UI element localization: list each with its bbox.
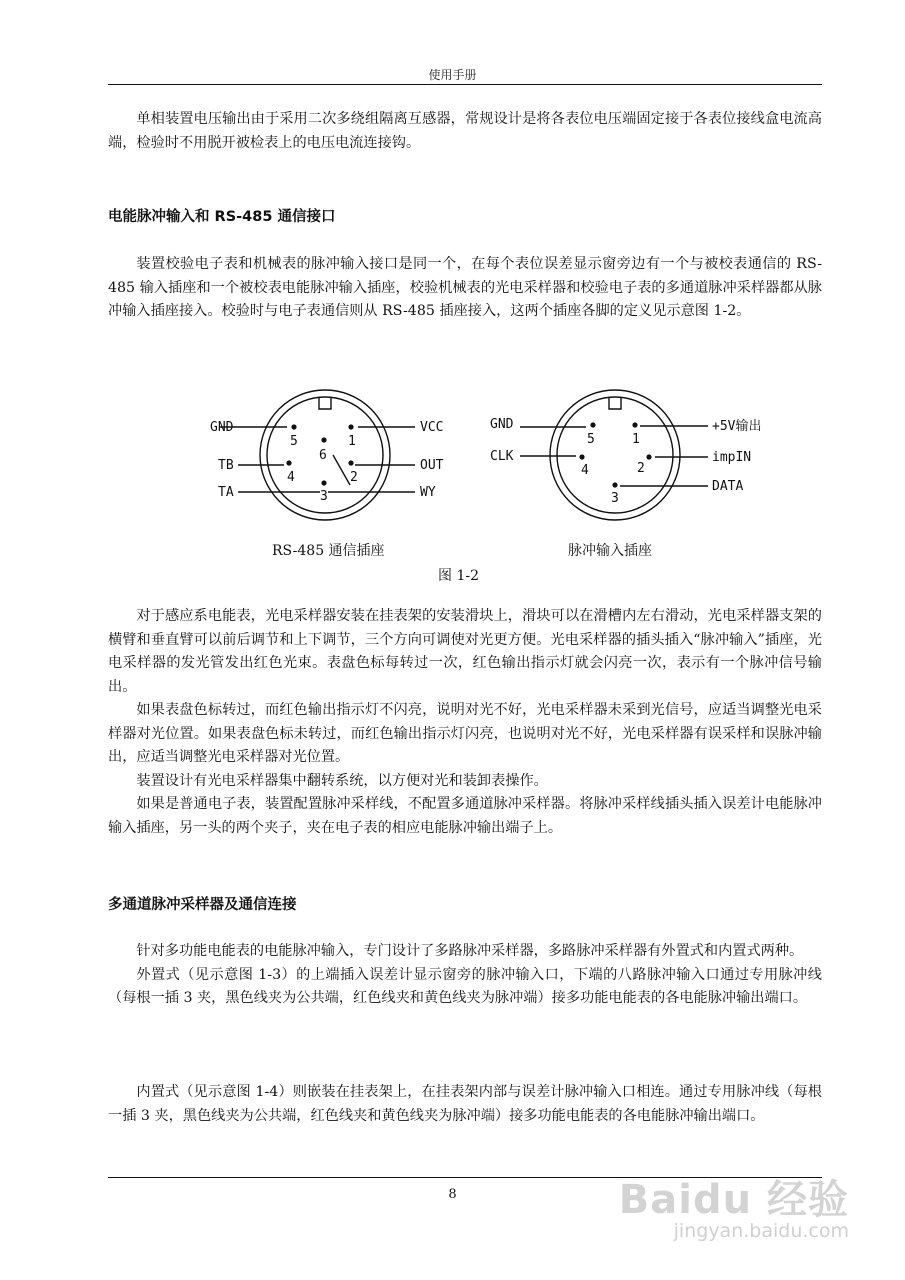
- rs485-line-6: [333, 455, 350, 485]
- paragraph: 单相装置电压输出由于采用二次多绕组隔离互感器，常规设计是将各表位电压端固定接于各表位接线盒电流高端，检验时不用脱开被检表上的电压电流连接钩。: [108, 111, 822, 151]
- watermark-logo-text: Baidu 经验: [618, 1177, 849, 1223]
- pulse-pin-numbers: [581, 432, 645, 506]
- rs485-label-vcc: VCC: [420, 420, 444, 435]
- rs485-pin-6: 6: [319, 448, 327, 463]
- section2-block: [108, 940, 822, 1011]
- pulse-label-clk: CLK: [490, 449, 514, 464]
- pulse-label-gnd: GND: [490, 417, 514, 432]
- rs485-caption: RS-485 通信插座: [272, 543, 385, 559]
- rs485-pin-dot: [348, 460, 353, 465]
- pulse-label-data: DATA: [712, 479, 744, 494]
- pulse-pin-2: 2: [637, 461, 645, 476]
- rs485-pin-dot: [291, 424, 296, 429]
- section2-last-block: [108, 1081, 822, 1128]
- pulse-label-impin: impIN: [712, 450, 752, 465]
- body2-block: [108, 605, 822, 840]
- paragraph: 内置式（见示意图 1-4）则嵌装在挂表架上，在挂表架内部与误差计脉冲输入口相连。通过专用脉冲线（每根一插 3 夹，黑色线夹为公共端，红色线夹和黄色线夹为脉冲端）接多功能电能表的各电能脉冲输出端口。: [108, 1084, 822, 1124]
- paragraph: 对于感应系电能表，光电采样器安装在挂表架的安装滑块上，滑块可以在滑槽内左右滑动，光电采样器支架的横臂和垂直臂可以前后调节和上下调节，三个方向可调使对光更方便。光电采样器的插头插入“脉冲输入”插座，光电采样器的发光管发出红色光束。表盘色标每转过一次，红色输出指示灯就会闪亮一次，表示有一个脉冲信号输出。: [108, 608, 822, 695]
- pulse-pin-dot: [632, 422, 637, 427]
- rs485-pin-dot: [321, 437, 326, 442]
- paragraph: 装置校验电子表和机械表的脉冲输入接口是同一个，在每个表位误差显示窗旁边有一个与被校表通信的 RS-485 输入插座和一个被校表电能脉冲输入插座，校验机械表的光电采样器和校验电子表的多通道脉冲采样器都从脉冲输入插座接入。校验时与电子表通信则从 RS-485 插座接入，这两个插座各脚的定义见示意图 1-2。: [108, 256, 822, 319]
- rs485-pin-numbers: [287, 434, 358, 504]
- rs485-label-ta: TA: [218, 485, 234, 500]
- intro-block: [108, 108, 822, 155]
- pulse-caption: 脉冲输入插座: [568, 543, 652, 559]
- rs485-pin-1: 1: [348, 434, 356, 449]
- rs485-pin-dot: [321, 480, 326, 485]
- pulse-key-notch: [609, 397, 621, 409]
- pulse-pin-dot: [646, 454, 651, 459]
- rs485-pin-dot: [286, 460, 291, 465]
- rs485-label-tb: TB: [218, 458, 234, 473]
- section-heading-multichannel: 多通道脉冲采样器及通信连接: [108, 897, 297, 913]
- rs485-pin-4: 4: [287, 470, 295, 485]
- section1-block: [108, 253, 822, 324]
- paragraph: 外置式（见示意图 1-3）的上端插入误差计显示窗旁的脉冲输入口，下端的八路脉冲输入口通过专用脉冲线（每根一插 3 夹，黑色线夹为公共端，红色线夹和黄色线夹为脉冲端）接多功能电能表的各电能脉冲输出端口。: [108, 966, 822, 1006]
- pulse-pin-4: 4: [581, 463, 589, 478]
- header-title: 使用手册: [428, 68, 477, 82]
- connector-svg: [200, 380, 790, 530]
- pulse-pin-1: 1: [632, 432, 640, 447]
- pulse-pin-dot: [579, 454, 584, 459]
- rs485-label-wy: WY: [420, 485, 436, 500]
- rs485-pin-dot: [348, 424, 353, 429]
- rs485-key-notch: [319, 397, 331, 409]
- rs485-pin-2: 2: [350, 470, 358, 485]
- pulse-pin-3: 3: [611, 491, 619, 506]
- baidu-watermark-url: jingyan.baidu.com: [673, 1220, 849, 1242]
- baidu-watermark-logo: [619, 1168, 849, 1225]
- section-heading-pulse-rs485: 电能脉冲输入和 RS-485 通信接口: [108, 209, 336, 225]
- paragraph: 如果是普通电子表，装置配置脉冲采样线，不配置多通道脉冲采样器。将脉冲采样线插头插入误差计电能脉冲输入插座，另一头的两个夹子，夹在电子表的相应电能脉冲输出端子上。: [108, 796, 822, 836]
- pulse-pin-dot: [612, 482, 617, 487]
- rs485-pin-3: 3: [320, 489, 328, 504]
- rs485-pin-5: 5: [290, 434, 298, 449]
- connector-diagram: [200, 380, 790, 530]
- header-rule: [108, 84, 822, 85]
- rs485-connector: [220, 390, 415, 520]
- figure-title: 图 1-2: [438, 568, 479, 584]
- pulse-pin-5: 5: [587, 432, 595, 447]
- rs485-label-out: OUT: [420, 458, 444, 473]
- paragraph: 如果表盘色标转过，而红色输出指示灯不闪亮，说明对光不好，光电采样器未采到光信号，应适当调整光电采样器对光位置。如果表盘色标未转过，而红色输出指示灯闪亮，也说明对光不好，光电采样器有误采样和误脉冲输出，应适当调整光电采样器对光位置。: [108, 702, 822, 765]
- paragraph: 针对多功能电能表的电能脉冲输入，专门设计了多路脉冲采样器，多路脉冲采样器有外置式和内置式两种。: [136, 943, 804, 959]
- pulse-label-5v: +5V输出: [712, 419, 762, 434]
- page-number: 8: [448, 1187, 457, 1202]
- paragraph: 装置设计有光电采样器集中翻转系统，以方便对光和装卸表操作。: [136, 772, 548, 789]
- rs485-label-gnd: GND: [210, 420, 234, 435]
- pulse-pin-dot: [590, 422, 595, 427]
